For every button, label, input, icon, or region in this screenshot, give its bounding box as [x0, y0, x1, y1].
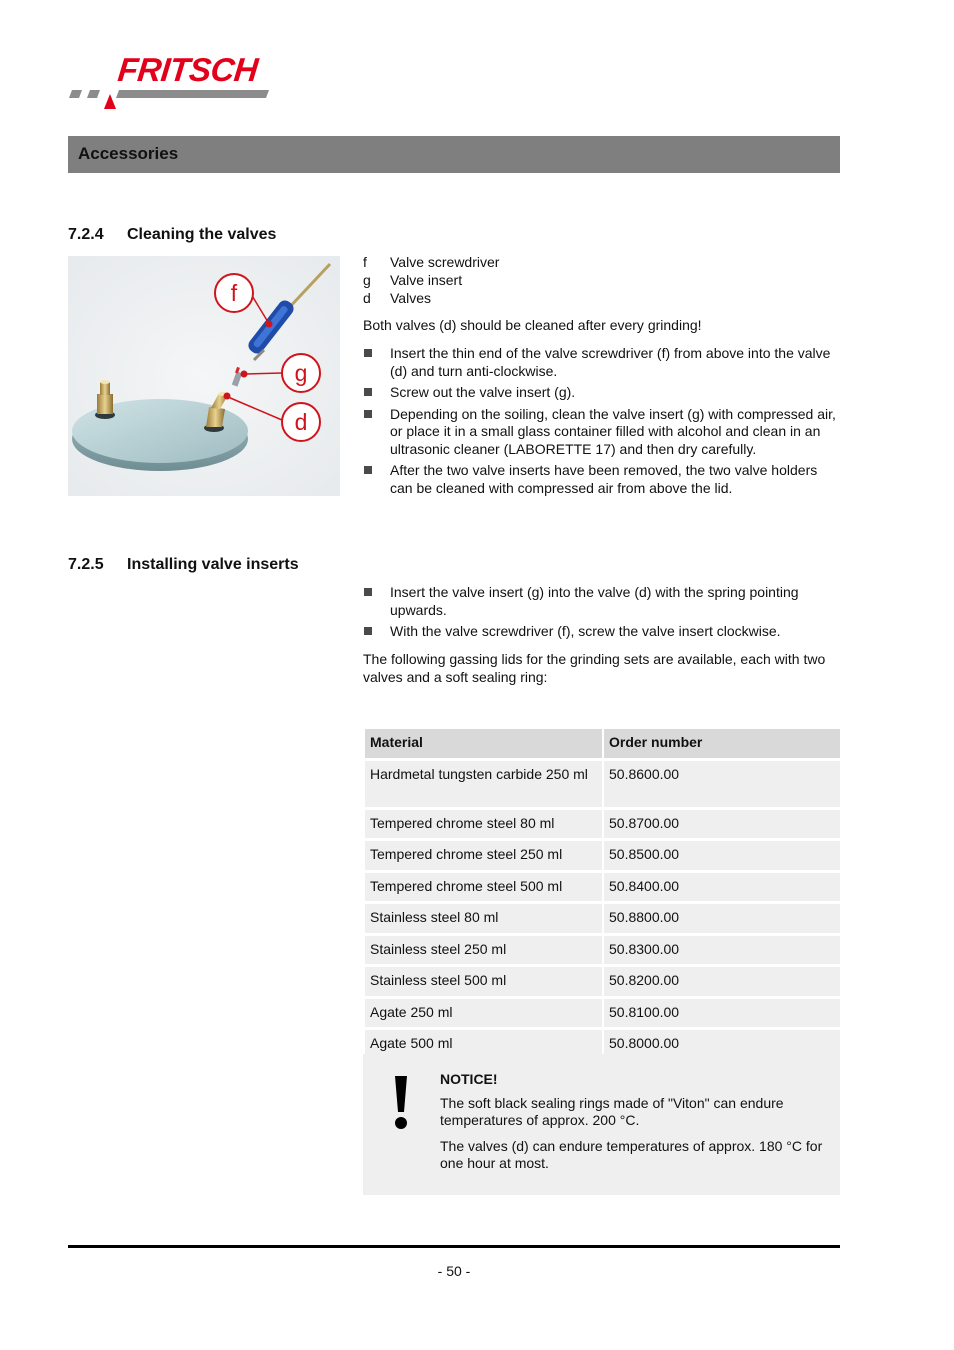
material-cell: Stainless steel 500 ml	[365, 967, 602, 996]
material-cell: Tempered chrome steel 500 ml	[365, 873, 602, 902]
heading-number: 7.2.4	[68, 226, 104, 243]
material-cell: Agate 500 ml	[365, 1030, 602, 1059]
order-number-cell: 50.8100.00	[604, 999, 840, 1028]
heading-text: Installing valve inserts	[127, 556, 299, 573]
legend-text: Valve insert	[390, 272, 463, 288]
table-row	[365, 904, 840, 933]
heading-text: Cleaning the valves	[127, 226, 277, 243]
logo-stripes-icon	[68, 50, 283, 112]
table-header-row	[365, 729, 840, 758]
notice-body	[440, 1071, 825, 1181]
material-cell: Stainless steel 80 ml	[365, 904, 602, 933]
heading-cleaning-valves	[68, 225, 276, 245]
installing-steps-list	[363, 584, 840, 645]
table-row	[365, 841, 840, 870]
cleaning-intro: Both valves (d) should be cleaned after every grinding!	[363, 317, 702, 333]
material-cell: Hardmetal tungsten carbide 250 ml	[365, 761, 602, 807]
gassing-lids-paragraph: The following gassing lids for the grinding sets are available, each with two valves and a soft sealing ring:	[363, 651, 826, 685]
material-cell: Tempered chrome steel 250 ml	[365, 841, 602, 870]
exclamation-icon	[393, 1076, 409, 1130]
figure-label-g: g	[294, 360, 308, 386]
section-title: Accessories	[78, 144, 179, 163]
legend-key: g	[363, 272, 371, 288]
table-row	[365, 999, 840, 1028]
list-item: Insert the valve insert (g) into the valve (d) with the spring pointing upwards.	[363, 584, 840, 619]
order-number-cell: 50.8500.00	[604, 841, 840, 870]
page-number: - 50 -	[437, 1263, 471, 1279]
valve-lid-figure	[68, 256, 340, 496]
column-header-material: Material	[365, 729, 602, 758]
company-logo	[68, 50, 283, 112]
table-row	[365, 873, 840, 902]
list-item: After the two valve inserts have been removed, the two valve holders can be cleaned with compressed air from above the lid.	[363, 462, 840, 497]
order-number-cell: 50.8400.00	[604, 873, 840, 902]
heading-number: 7.2.5	[68, 556, 104, 573]
material-cell: Stainless steel 250 ml	[365, 936, 602, 965]
gassing-lids-table	[363, 726, 842, 1062]
order-number-cell: 50.8800.00	[604, 904, 840, 933]
list-item: Depending on the soiling, clean the valve insert (g) with compressed air, or place it in a small glass container filled with alcohol and clean in an ultrasonic cleaner (LABORETTE 17) and then dry carefully.	[363, 406, 840, 459]
material-cell: Agate 250 ml	[365, 999, 602, 1028]
logo-wordmark: FRITSCH	[116, 51, 260, 88]
order-number-cell: 50.8300.00	[604, 936, 840, 965]
notice-box	[363, 1054, 840, 1195]
notice-paragraph: The valves (d) can endure temperatures of approx. 180 °C for one hour at most.	[440, 1137, 823, 1171]
notice-paragraph: The soft black sealing rings made of "Viton" can endure temperatures of approx. 200 °C.	[440, 1094, 784, 1128]
order-number-cell: 50.8700.00	[604, 810, 840, 839]
legend-item	[363, 272, 462, 290]
order-number-cell: 50.8000.00	[604, 1030, 840, 1059]
list-item: With the valve screwdriver (f), screw the valve insert clockwise.	[363, 623, 840, 641]
list-item: Screw out the valve insert (g).	[363, 384, 840, 402]
table-row	[365, 936, 840, 965]
table-row	[365, 761, 840, 807]
legend-item	[363, 290, 431, 308]
legend-key: d	[363, 290, 371, 306]
legend-text: Valve screwdriver	[390, 254, 500, 270]
legend-item	[363, 254, 499, 272]
notice-title: NOTICE!	[440, 1071, 498, 1087]
order-number-cell: 50.8600.00	[604, 761, 840, 807]
legend-text: Valves	[390, 290, 431, 306]
footer-divider	[68, 1245, 840, 1248]
material-cell: Tempered chrome steel 80 ml	[365, 810, 602, 839]
section-header-bar	[68, 136, 840, 173]
table-row	[365, 967, 840, 996]
column-header-order-number: Order number	[604, 729, 840, 758]
heading-installing-valve-inserts	[68, 555, 299, 575]
order-number-cell: 50.8200.00	[604, 967, 840, 996]
list-item: Insert the thin end of the valve screwdriver (f) from above into the valve (d) and turn anti-clockwise.	[363, 345, 840, 380]
figure-label-d: d	[294, 409, 308, 435]
legend-key: f	[363, 254, 367, 270]
figure-label-f: f	[230, 280, 238, 306]
cleaning-steps-list	[363, 345, 840, 501]
table-row	[365, 810, 840, 839]
valve-lid-illustration	[68, 256, 340, 496]
